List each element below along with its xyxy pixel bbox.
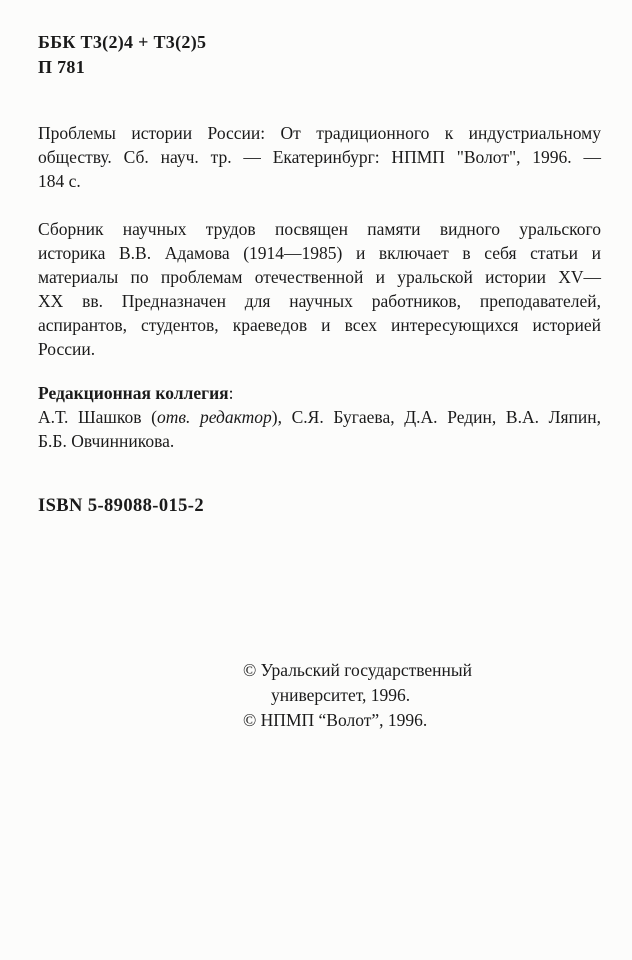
editorial-board	[38, 381, 601, 453]
citation-line: Проблемы истории России: От традиционного к индустриальному	[38, 123, 601, 143]
annotation-line: XX вв. Предназначен для научных работников, преподавателей,	[38, 291, 601, 311]
bibliographic-citation	[38, 121, 601, 193]
copyright-line: © НПМП “Волот”, 1996.	[243, 710, 428, 730]
citation-line: обществу. Сб. науч. тр. — Екатеринбург: НПМП "Волот", 1996. —	[38, 147, 601, 167]
copyright-block	[243, 658, 472, 733]
copyright-line: © Уральский государственный	[243, 660, 473, 680]
editorial-names-prefix: А.Т. Шашков (	[38, 407, 157, 427]
bbk-code: ББК Т3(2)4 + Т3(2)5	[38, 32, 207, 52]
editorial-names-suffix: ), С.Я. Бугаева, Д.А. Редин, В.А. Ляпин,	[271, 407, 601, 427]
annotation-line: Сборник научных трудов посвящен памяти видного уральского	[38, 219, 601, 239]
editorial-heading-text: Редакционная коллегия	[38, 383, 229, 403]
citation-line: 184 с.	[38, 171, 81, 191]
annotation-paragraph	[38, 217, 601, 361]
copyright-line: университет, 1996.	[271, 685, 411, 705]
classification-block	[38, 30, 206, 80]
annotation-line: России.	[38, 339, 96, 359]
isbn-line: ISBN 5-89088-015-2	[38, 496, 204, 516]
editorial-heading-colon: :	[228, 383, 234, 403]
editorial-heading	[38, 381, 601, 405]
editorial-names-line	[38, 405, 601, 429]
annotation-line: материалы по проблемам отечественной и уральской истории XV—	[38, 267, 601, 287]
annotation-line: аспирантов, студентов, краеведов и всех интересующихся историей	[38, 315, 601, 335]
editorial-role-italic: отв. редактор	[156, 407, 272, 427]
editorial-names-line: Б.Б. Овчинникова.	[38, 431, 175, 451]
author-sign: П 781	[38, 57, 86, 77]
annotation-line: историка В.В. Адамова (1914—1985) и включает в себя статьи и	[38, 243, 601, 263]
